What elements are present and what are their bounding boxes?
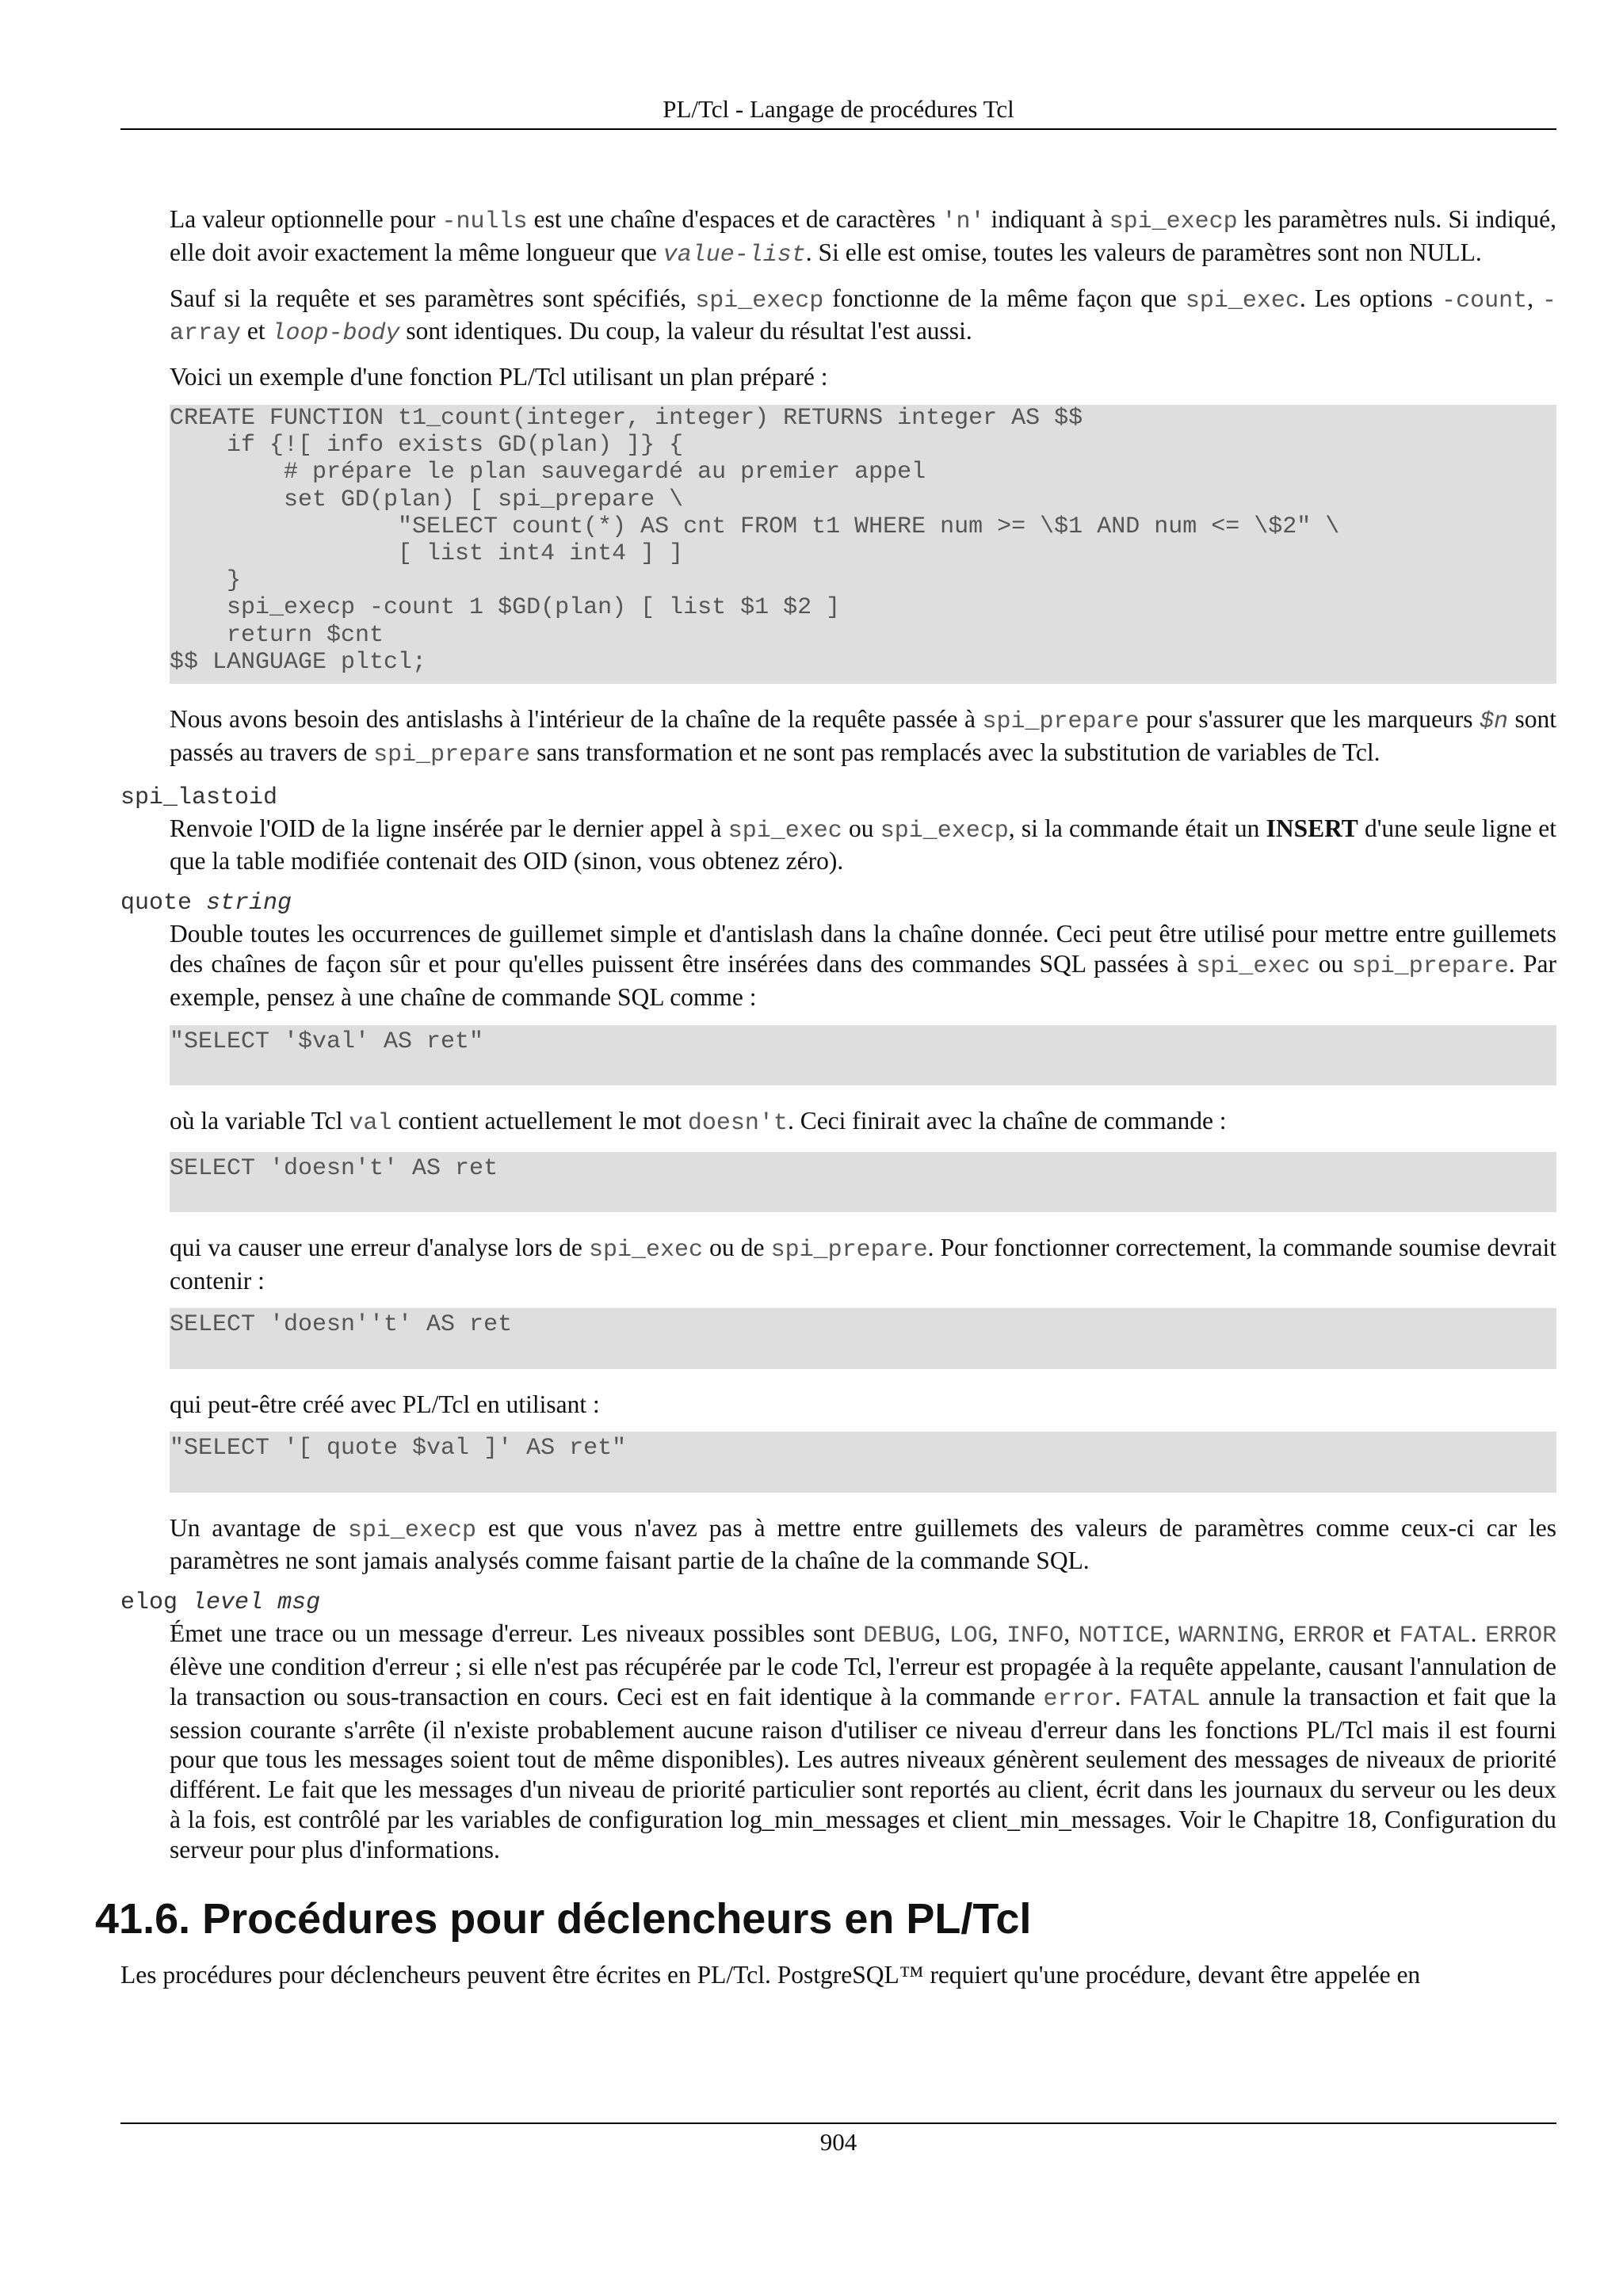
text-run: Renvoie l'OID de la ligne insérée par le dernier appel à — [170, 814, 728, 842]
inline-code: INFO — [1006, 1623, 1064, 1650]
text-run: indiquant à — [984, 205, 1109, 233]
running-header: PL/Tcl - Langage de procédures Tcl — [663, 95, 1014, 123]
inline-code: FATAL — [1128, 1685, 1201, 1713]
text-run: ou — [842, 814, 880, 842]
term-argument: msg — [277, 1589, 321, 1617]
spi-execp-description — [170, 204, 1556, 771]
text-run: . — [1470, 1619, 1486, 1648]
text-run: Émet une trace ou un message d'erreur. Les niveaux possibles sont — [170, 1619, 864, 1648]
text-run: , — [1527, 284, 1542, 312]
page-number: 904 — [819, 2128, 857, 2156]
inline-code: DEBUG — [863, 1623, 935, 1650]
text-run: Double toutes les occurrences de guillemet simple et d'antislash dans la chaîne donnée. Ceci peut être utilisé pour mettre entre guillemets des chaînes de façon sûr et pour qu'elles puissent être insérées dans des commandes SQL passées à — [170, 920, 1556, 978]
inline-code: ERROR — [1293, 1623, 1365, 1650]
term-quote — [120, 889, 1556, 917]
term-name: quote — [120, 890, 193, 917]
quote-description — [170, 919, 1556, 1576]
text-run: Nous avons besoin des antislashs à l'intérieur de la chaîne de la requête passée à — [170, 705, 983, 734]
paragraph-example-intro: Voici un exemple d'une fonction PL/Tcl utilisant un plan préparé : — [170, 363, 828, 391]
inline-code: WARNING — [1178, 1623, 1279, 1650]
text-run: sans transformation et ne sont pas remplacés avec la substitution de variables de Tcl. — [530, 738, 1381, 766]
paragraph-antislash-note — [170, 704, 1556, 771]
code-block-doesnt-escaped: SELECT 'doesn''t' AS ret — [170, 1308, 1556, 1368]
text-run: . Ceci finirait avec la chaîne de commande : — [787, 1106, 1227, 1135]
text-run: sont identiques. Du coup, la valeur du résultat l'est aussi. — [399, 317, 972, 345]
inline-code: -nulls — [441, 208, 528, 235]
paragraph-lastoid — [170, 814, 1556, 877]
term-elog — [120, 1589, 1556, 1617]
text-run: contient actuellement le mot — [391, 1106, 688, 1135]
paragraph-elog — [170, 1619, 1556, 1864]
text-run: qui va causer une erreur d'analyse lors de — [170, 1233, 589, 1261]
paragraph-nulls-option — [170, 204, 1556, 271]
paragraph-spi-execp-behavior — [170, 284, 1556, 350]
text-run: et — [1364, 1619, 1400, 1648]
paragraph-parse-error — [170, 1233, 1556, 1296]
inline-code: spi_exec — [1185, 287, 1300, 315]
inline-code: LOG — [949, 1623, 992, 1650]
text-run: fonctionne de la même façon que — [823, 284, 1186, 312]
inline-code: val — [349, 1109, 392, 1137]
inline-code: doesn't — [687, 1109, 788, 1137]
section-title: 41.6. Procédures pour déclencheurs en PL/Tcl — [95, 1894, 1032, 1943]
text-run: . Si elle est omise, toutes les valeurs de paramètres sont non NULL. — [805, 238, 1482, 266]
inline-code: 'n' — [941, 208, 985, 235]
text-run: , — [1278, 1619, 1293, 1648]
code-block-quote-val: "SELECT '[ quote $val ]' AS ret" — [170, 1432, 1556, 1492]
text-run: , — [1163, 1619, 1179, 1648]
text-run: est une chaîne d'espaces et de caractères — [527, 205, 942, 233]
code-block-doesnt: SELECT 'doesn't' AS ret — [170, 1152, 1556, 1212]
inline-code: spi_prepare — [1351, 953, 1509, 980]
inline-code: ERROR — [1485, 1623, 1557, 1650]
inline-code: spi_exec — [727, 817, 842, 845]
text-run: les paramètres nuls. Si indiqué, elle doit avoir exactement la même longueur que — [170, 205, 1556, 266]
term-argument: level — [192, 1589, 264, 1617]
inline-code: spi_exec — [1196, 953, 1311, 980]
inline-code: spi_exec — [588, 1236, 703, 1264]
text-run: est que vous n'avez pas à mettre entre guillemets des valeurs de paramètres comme ceux-ci car les paramètres ne sont jamais analysés comme faisant partie de la chaîne de la commande SQL. — [170, 1513, 1557, 1575]
code-block-select-val: "SELECT '$val' AS ret" — [170, 1025, 1556, 1085]
inline-code: spi_prepare — [770, 1236, 928, 1264]
header-rule — [120, 128, 1556, 130]
term-name: elog — [120, 1589, 178, 1617]
text-run: pour s'assurer que les marqueurs — [1139, 705, 1480, 734]
text-run: ou — [1310, 950, 1352, 978]
inline-code: FATAL — [1399, 1623, 1471, 1650]
paragraph-created-with: qui peut-être créé avec PL/Tcl en utilisant : — [170, 1390, 600, 1418]
inline-code: -array — [170, 287, 1557, 348]
inline-code-italic: loop-body — [271, 320, 400, 348]
text-run: où la variable Tcl — [170, 1106, 349, 1135]
text-run: annule la transaction et fait que la session courante s'arrête (il n'existe probablement aucune raison d'utiliser ce niveau d'erreur dans les fonctions PL/Tcl mais il est fourni pour que tous les messages soient tout de même disponibles). Les autres niveaux génèrent seulement des messages de niveaux de priorité différent. Le fait que les messages d'un niveau de priorité particulier sont reportés au client, écrit dans les journaux du serveur ou les deux à la fois, est contrôlé par les variables de configuration log_min_messages et client_min_messages. Voir le Chapitre 18, Configuration du serveur pour plus d'informations. — [170, 1682, 1556, 1863]
text-run: ou de — [702, 1233, 771, 1261]
text-run: . Pour fonctionner correctement, la commande soumise devrait contenir : — [170, 1233, 1556, 1295]
text-run: , — [991, 1619, 1007, 1648]
inline-code: spi_execp — [695, 287, 824, 315]
inline-code: spi_execp — [880, 817, 1009, 845]
inline-code: spi_prepare — [373, 741, 531, 769]
inline-code-italic: value-list — [663, 241, 806, 269]
term-argument: string — [206, 890, 292, 917]
text-run: . Par exemple, pensez à une chaîne de commande SQL comme : — [170, 950, 1556, 1011]
elog-description — [170, 1619, 1556, 1864]
text-run: et — [241, 317, 272, 345]
inline-code: -count — [1442, 287, 1528, 315]
text-run: , si la commande était un — [1008, 814, 1266, 842]
text-run: Un avantage de — [170, 1513, 348, 1542]
paragraph-advantage — [170, 1513, 1556, 1577]
text-run: Sauf si la requête et ses paramètres sont spécifiés, — [170, 284, 696, 312]
footer-rule — [120, 2122, 1556, 2124]
text-run: , — [934, 1619, 949, 1648]
text-run: . Les options — [1299, 284, 1442, 312]
inline-code: spi_execp — [347, 1516, 476, 1544]
spi-lastoid-description — [170, 814, 1556, 877]
paragraph-variable-val — [170, 1106, 1556, 1139]
inline-code: NOTICE — [1078, 1623, 1164, 1650]
page-content — [95, 204, 1557, 2002]
inline-code-italic: $n — [1479, 708, 1508, 736]
text-run: La valeur optionnelle pour — [170, 205, 442, 233]
text-run: sont passés au travers de — [170, 705, 1557, 766]
code-block-t1-count: CREATE FUNCTION t1_count(integer, integer) RETURNS integer AS $$ if {![ info exists GD(plan) ]} { # prépare le plan sauvegardé au premier appel set GD(plan) [ spi_prepare \ "SELECT count(*) AS cnt FROM t1 WHERE num >= \$1 AND num <= \$2" \ [ list int4 int4 ] ] } spi_execp -count 1 $GD(plan) [ list $1 $2 ] return $cnt $$ LANGUAGE pltcl; — [170, 405, 1556, 684]
text-run: d'une seule ligne et que la table modifiée contenait des OID (sinon, vous obtenez zéro). — [170, 814, 1556, 875]
inline-code: spi_execp — [1109, 208, 1238, 235]
paragraph-trigger-procedures: Les procédures pour déclencheurs peuvent être écrites en PL/Tcl. PostgreSQL™ requiert qu'une procédure, devant être appelée en — [120, 1960, 1421, 1989]
bold-keyword: INSERT — [1266, 814, 1358, 842]
text-run: . — [1114, 1682, 1129, 1711]
inline-code: error — [1043, 1685, 1115, 1713]
text-run: élève une condition d'erreur ; si elle n'est pas récupérée par le code Tcl, l'erreur est propagée à la requête appelante, causant l'annulation de la transaction ou sous-transaction en cours. Ceci est en fait identique à la commande — [170, 1652, 1556, 1711]
paragraph-quote — [170, 919, 1556, 1012]
term-spi-lastoid: spi_lastoid — [120, 784, 278, 811]
inline-code: spi_prepare — [982, 708, 1140, 736]
text-run: , — [1064, 1619, 1079, 1648]
